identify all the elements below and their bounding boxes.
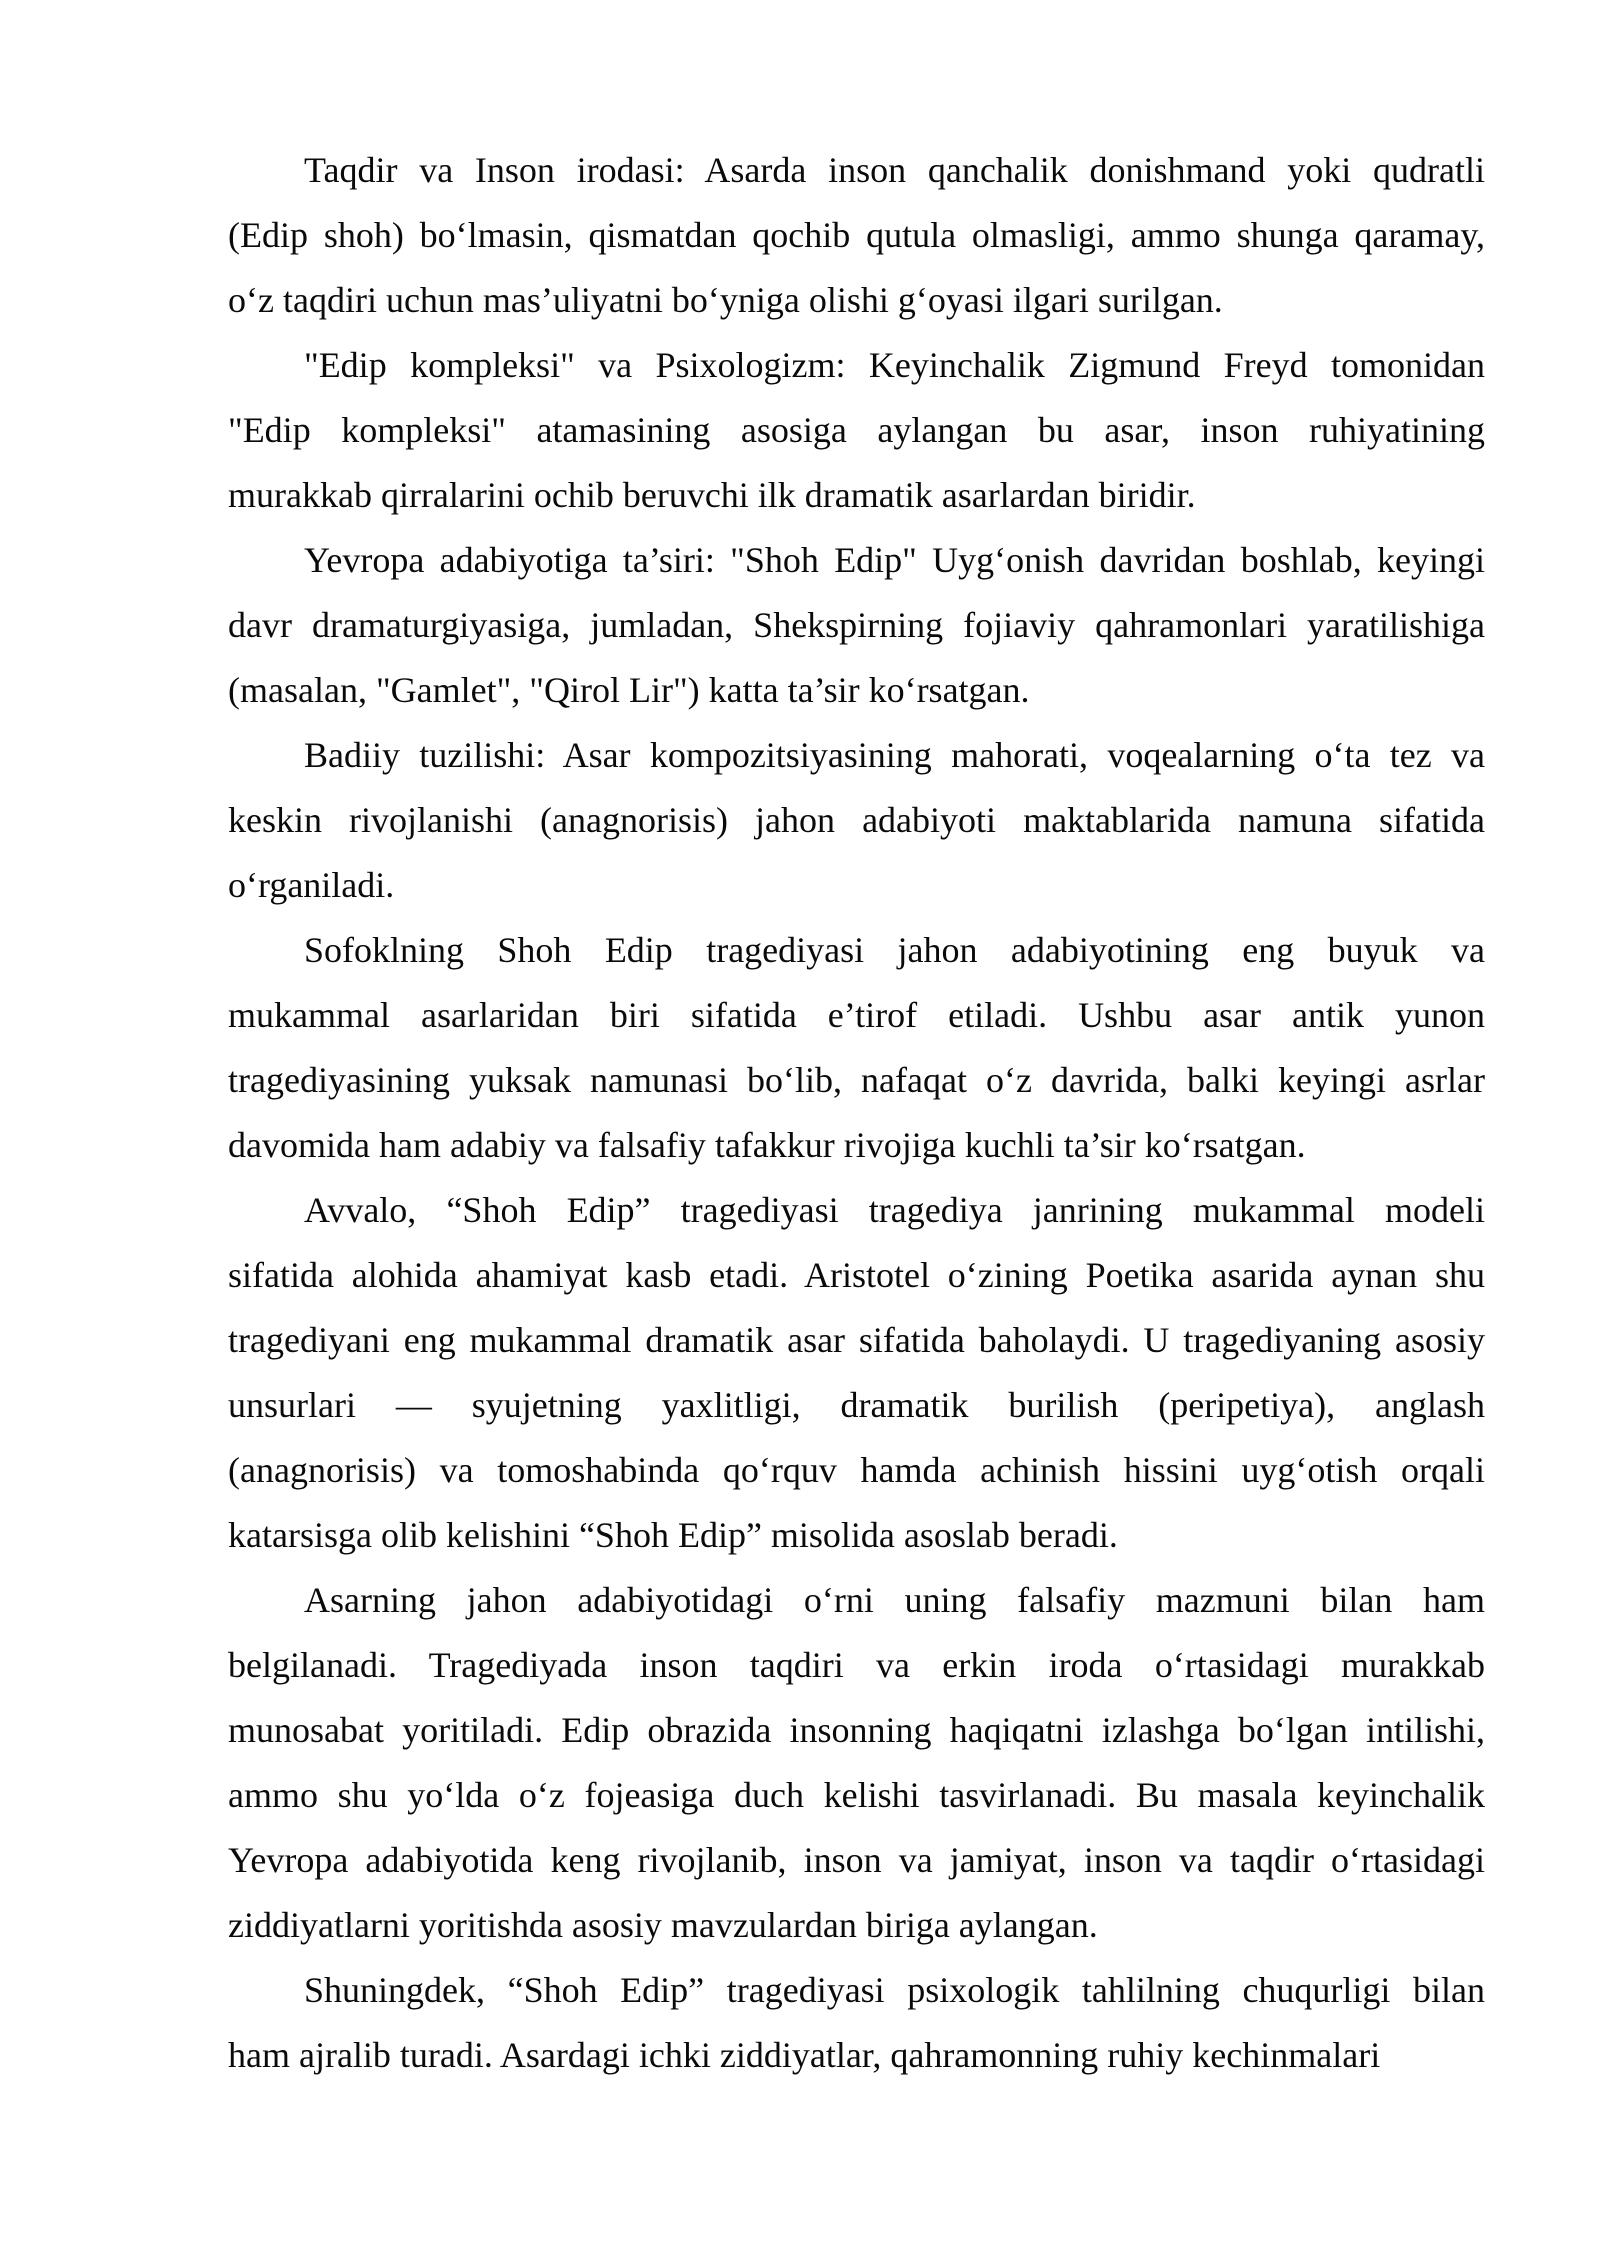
text-line: katarsisga olib kelishini “Shoh Edip” misolida asoslab beradi. — [228, 1515, 1118, 1555]
paragraph-7 — [228, 1568, 1485, 1958]
paragraph-6 — [228, 1178, 1485, 1568]
text-line: "Edip kompleksi" atamasining asosiga aylangan bu asar, inson ruhiyatining — [228, 410, 1485, 450]
text-line: Shuningdek, “Shoh Edip” tragediyasi psixologik tahlilning chuqurligi bilan — [304, 1970, 1485, 2010]
paragraph-5 — [228, 918, 1485, 1178]
text-line: Avvalo, “Shoh Edip” tragediyasi tragediya janrining mukammal modeli — [304, 1190, 1485, 1230]
paragraph-1 — [228, 138, 1485, 333]
text-line: ammo shu yo‘lda o‘z fojeasiga duch kelishi tasvirlanadi. Bu masala keyinchalik — [228, 1775, 1485, 1815]
paragraph-8 — [228, 1958, 1485, 2088]
text-line: belgilanadi. Tragediyada inson taqdiri va erkin iroda o‘rtasidagi murakkab — [228, 1645, 1485, 1685]
text-line: tragediyani eng mukammal dramatik asar sifatida baholaydi. U tragediyaning asosiy — [228, 1320, 1485, 1360]
text-line: munosabat yoritiladi. Edip obrazida insonning haqiqatni izlashga bo‘lgan intilishi, — [228, 1710, 1485, 1750]
paragraph-3 — [228, 528, 1485, 723]
text-line: mukammal asarlaridan biri sifatida e’tirof etiladi. Ushbu asar antik yunon — [228, 995, 1485, 1035]
text-line: davr dramaturgiyasiga, jumladan, Shekspirning fojiaviy qahramonlari yaratilishiga — [228, 605, 1485, 645]
text-line: sifatida alohida ahamiyat kasb etadi. Aristotel o‘zining Poetika asarida aynan shu — [228, 1255, 1485, 1295]
text-line: Sofoklning Shoh Edip tragediyasi jahon adabiyotining eng buyuk va — [304, 930, 1485, 970]
text-line: Badiiy tuzilishi: Asar kompozitsiyasining mahorati, voqealarning o‘ta tez va — [304, 735, 1485, 775]
text-line: ziddiyatlarni yoritishda asosiy mavzulardan biriga aylangan. — [228, 1905, 1098, 1945]
text-line: Asarning jahon adabiyotidagi o‘rni uning falsafiy mazmuni bilan ham — [304, 1580, 1485, 1620]
paragraph-2 — [228, 333, 1485, 528]
text-line: o‘rganiladi. — [228, 865, 395, 905]
text-line: murakkab qirralarini ochib beruvchi ilk dramatik asarlardan biridir. — [228, 475, 1196, 515]
text-line: o‘z taqdiri uchun mas’uliyatni bo‘yniga olishi g‘oyasi ilgari surilgan. — [228, 280, 1223, 320]
text-line: unsurlari — syujetning yaxlitligi, dramatik burilish (peripetiya), anglash — [228, 1385, 1485, 1425]
text-line: Yevropa adabiyotiga ta’siri: "Shoh Edip" Uyg‘onish davridan boshlab, keyingi — [304, 540, 1485, 580]
text-line: ham ajralib turadi. Asardagi ichki ziddiyatlar, qahramonning ruhiy kechinmalari — [228, 2035, 1381, 2075]
text-line: Taqdir va Inson irodasi: Asarda inson qanchalik donishmand yoki qudratli — [304, 150, 1485, 190]
text-line: tragediyasining yuksak namunasi bo‘lib, nafaqat o‘z davrida, balki keyingi asrlar — [228, 1060, 1485, 1100]
text-line: davomida ham adabiy va falsafiy tafakkur rivojiga kuchli ta’sir ko‘rsatgan. — [228, 1125, 1306, 1165]
text-line: (masalan, "Gamlet", "Qirol Lir") katta ta’sir ko‘rsatgan. — [228, 670, 1030, 710]
text-line: "Edip kompleksi" va Psixologizm: Keyinchalik Zigmund Freyd tomonidan — [304, 345, 1485, 385]
text-line: keskin rivojlanishi (anagnorisis) jahon adabiyoti maktablarida namuna sifatida — [228, 800, 1485, 840]
text-line: (Edip shoh) bo‘lmasin, qismatdan qochib qutula olmasligi, ammo shunga qaramay, — [228, 215, 1485, 255]
text-line: Yevropa adabiyotida keng rivojlanib, inson va jamiyat, inson va taqdir o‘rtasidagi — [228, 1840, 1485, 1880]
text-line: (anagnorisis) va tomoshabinda qo‘rquv hamda achinish hissini uyg‘otish orqali — [228, 1450, 1485, 1490]
paragraph-4 — [228, 723, 1485, 918]
